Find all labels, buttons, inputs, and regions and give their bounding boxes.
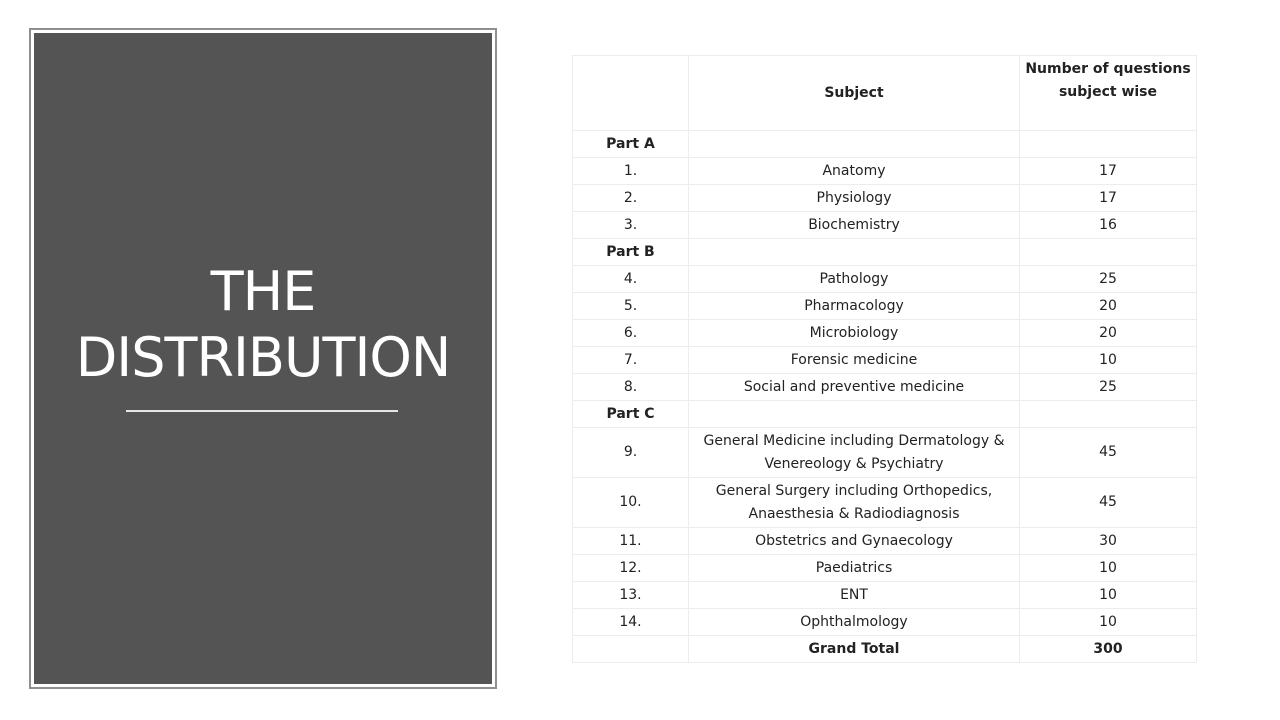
row-count: 10 xyxy=(1020,609,1197,636)
title-panel-frame xyxy=(29,28,497,689)
grand-total-row xyxy=(573,636,1197,663)
table-row xyxy=(573,266,1197,293)
row-count: 25 xyxy=(1020,374,1197,401)
row-subject-line-2: Venereology & Psychiatry xyxy=(764,455,944,472)
row-number: 4. xyxy=(573,266,689,293)
row-count: 25 xyxy=(1020,266,1197,293)
table-row xyxy=(573,609,1197,636)
empty-cell xyxy=(1020,401,1197,428)
table-row xyxy=(573,347,1197,374)
row-number: 2. xyxy=(573,185,689,212)
row-count: 16 xyxy=(1020,212,1197,239)
row-subject-line-1: General Medicine including Dermatology & xyxy=(703,432,1005,449)
row-subject: Physiology xyxy=(689,185,1020,212)
header-question-count xyxy=(1020,56,1197,131)
table-row xyxy=(573,212,1197,239)
row-subject: Ophthalmology xyxy=(689,609,1020,636)
distribution-table xyxy=(572,55,1197,663)
part-label: Part A xyxy=(573,131,689,158)
slide-title xyxy=(34,259,492,391)
grand-total-label: Grand Total xyxy=(689,636,1020,663)
row-subject xyxy=(689,478,1020,528)
table-row xyxy=(573,185,1197,212)
empty-cell xyxy=(1020,131,1197,158)
empty-cell xyxy=(689,401,1020,428)
header-question-count-line-1: Number of questions xyxy=(1025,61,1191,77)
row-number: 7. xyxy=(573,347,689,374)
row-subject: Social and preventive medicine xyxy=(689,374,1020,401)
row-number: 14. xyxy=(573,609,689,636)
row-subject: Anatomy xyxy=(689,158,1020,185)
table-row xyxy=(573,320,1197,347)
table-row xyxy=(573,293,1197,320)
row-count: 45 xyxy=(1020,478,1197,528)
row-count: 10 xyxy=(1020,582,1197,609)
empty-cell xyxy=(689,131,1020,158)
table-row xyxy=(573,428,1197,478)
part-row-b xyxy=(573,239,1197,266)
slide-title-line-1: THE xyxy=(210,260,316,323)
row-subject: Forensic medicine xyxy=(689,347,1020,374)
row-count: 20 xyxy=(1020,320,1197,347)
row-count: 45 xyxy=(1020,428,1197,478)
empty-cell xyxy=(1020,239,1197,266)
row-subject-line-2: Anaesthesia & Radiodiagnosis xyxy=(748,505,960,522)
row-count: 10 xyxy=(1020,555,1197,582)
table-header-row xyxy=(573,56,1197,131)
row-number: 12. xyxy=(573,555,689,582)
row-subject: ENT xyxy=(689,582,1020,609)
row-count: 17 xyxy=(1020,185,1197,212)
row-count: 20 xyxy=(1020,293,1197,320)
grand-total-count: 300 xyxy=(1020,636,1197,663)
table-row xyxy=(573,582,1197,609)
title-underline xyxy=(126,410,398,412)
empty-cell xyxy=(689,239,1020,266)
row-number: 9. xyxy=(573,428,689,478)
table-row xyxy=(573,478,1197,528)
row-count: 30 xyxy=(1020,528,1197,555)
row-number: 13. xyxy=(573,582,689,609)
row-subject: Paediatrics xyxy=(689,555,1020,582)
row-number: 10. xyxy=(573,478,689,528)
empty-cell xyxy=(573,636,689,663)
slide-title-line-2: DISTRIBUTION xyxy=(75,326,451,389)
row-subject: Pathology xyxy=(689,266,1020,293)
part-label: Part B xyxy=(573,239,689,266)
table-row xyxy=(573,158,1197,185)
table-row xyxy=(573,374,1197,401)
row-number: 3. xyxy=(573,212,689,239)
row-number: 1. xyxy=(573,158,689,185)
row-number: 8. xyxy=(573,374,689,401)
row-subject: Pharmacology xyxy=(689,293,1020,320)
row-subject-line-1: General Surgery including Orthopedics, xyxy=(715,482,993,499)
part-row-a xyxy=(573,131,1197,158)
row-number: 11. xyxy=(573,528,689,555)
title-panel xyxy=(34,33,492,684)
header-subject: Subject xyxy=(689,56,1020,131)
distribution-table-container xyxy=(572,55,1196,663)
part-label: Part C xyxy=(573,401,689,428)
header-number xyxy=(573,56,689,131)
header-question-count-line-2: subject wise xyxy=(1058,84,1158,100)
row-subject: Obstetrics and Gynaecology xyxy=(689,528,1020,555)
part-row-c xyxy=(573,401,1197,428)
row-subject: Biochemistry xyxy=(689,212,1020,239)
row-subject xyxy=(689,428,1020,478)
row-subject: Microbiology xyxy=(689,320,1020,347)
row-number: 6. xyxy=(573,320,689,347)
table-row xyxy=(573,528,1197,555)
table-row xyxy=(573,555,1197,582)
row-count: 17 xyxy=(1020,158,1197,185)
row-count: 10 xyxy=(1020,347,1197,374)
row-number: 5. xyxy=(573,293,689,320)
